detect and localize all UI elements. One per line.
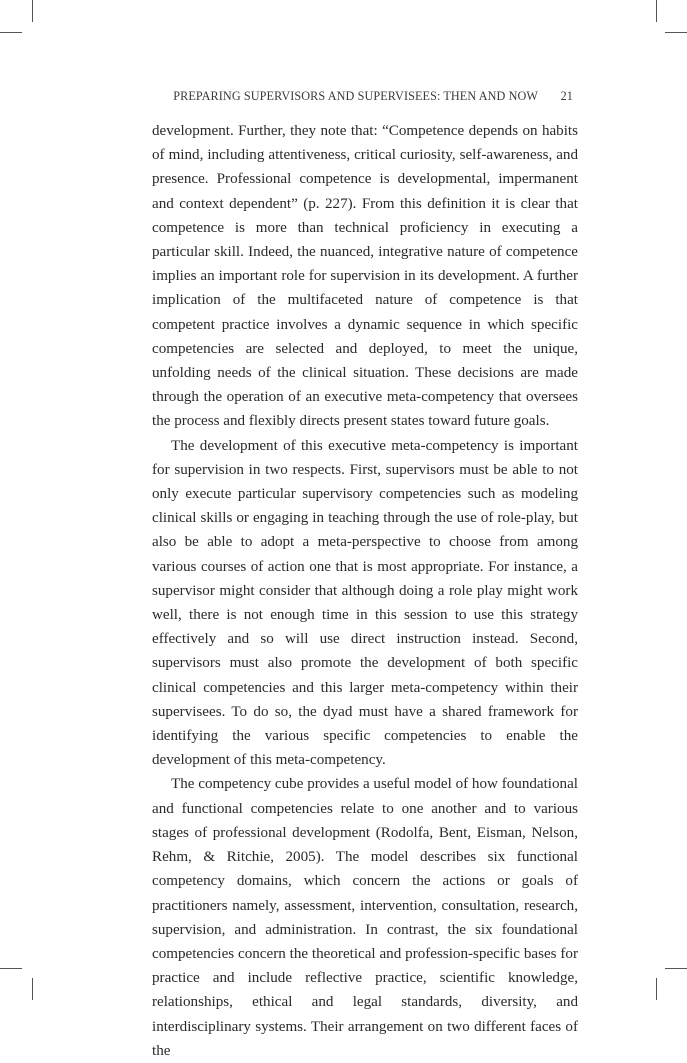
body-text <box>152 119 578 1063</box>
crop-mark-top-right-h <box>665 32 687 33</box>
crop-mark-bottom-right-h <box>665 968 687 969</box>
paragraph-1: development. Further, they note that: “Competence depends on habits of mind, including attentiveness, critical curiosity, self-awareness, and presence. Professional competence is developmental, impermanent and context dependent” (p. 227). From this definition it is clear that competence is more than technical proficiency in executing a particular skill. Indeed, the nuanced, integrative nature of competence implies an important role for supervision in its development. A further implication of the multifaceted nature of competence is that competent practice involves a dynamic sequence in which specific competencies are selected and deployed, to meet the unique, unfolding needs of the clinical situation. These decisions are made through the operation of an executive meta-competency that oversees the process and flexibly directs present states toward future goals. <box>152 123 578 430</box>
running-head <box>152 89 578 107</box>
crop-mark-top-right <box>656 0 657 22</box>
crop-mark-bottom-left-h <box>0 968 22 969</box>
paragraph-2: The development of this executive meta-competency is important for supervision in two respects. First, supervisors must be able to not only execute particular supervisory competencies such as modeling clinical skills or engaging in teaching through the use of role-play, but also be able to adopt a meta-perspective to choose from among various courses of action one that is most appropriate. For instance, a supervisor might consider that although doing a role play might work well, there is not enough time in this session to use this strategy effectively and so will use direct instruction instead. Second, supervisors must also promote the development of both specific clinical competencies and this larger meta-competency within their supervisees. To do so, the dyad must have a shared framework for identifying the various specific competencies to enable the development of this meta-competency. <box>152 437 578 769</box>
crop-mark-top-left <box>32 0 33 22</box>
crop-mark-top-left-h <box>0 32 22 33</box>
paragraph-3: The competency cube provides a useful model of how foundational and functional competencies relate to one another and to various stages of professional development (Rodolfa, Bent, Eisman, Nelson, Rehm, & Ritchie, 2005). The model describes six functional competency domains, which concern the actions or goals of practitioners namely, assessment, intervention, consultation, research, supervision, and administration. In contrast, the six foundational competencies concern the theoretical and profession-specific bases for practice and include reflective practice, scientific knowledge, relationships, ethical and legal standards, diversity, and interdisciplinary systems. Their arrangement on two different faces of the <box>152 776 578 1059</box>
crop-mark-bottom-right <box>656 978 657 1000</box>
crop-mark-bottom-left <box>32 978 33 1000</box>
page-number: 21 <box>560 89 573 103</box>
running-head-title: PREPARING SUPERVISORS AND SUPERVISEES: THEN AND NOW <box>173 89 538 103</box>
